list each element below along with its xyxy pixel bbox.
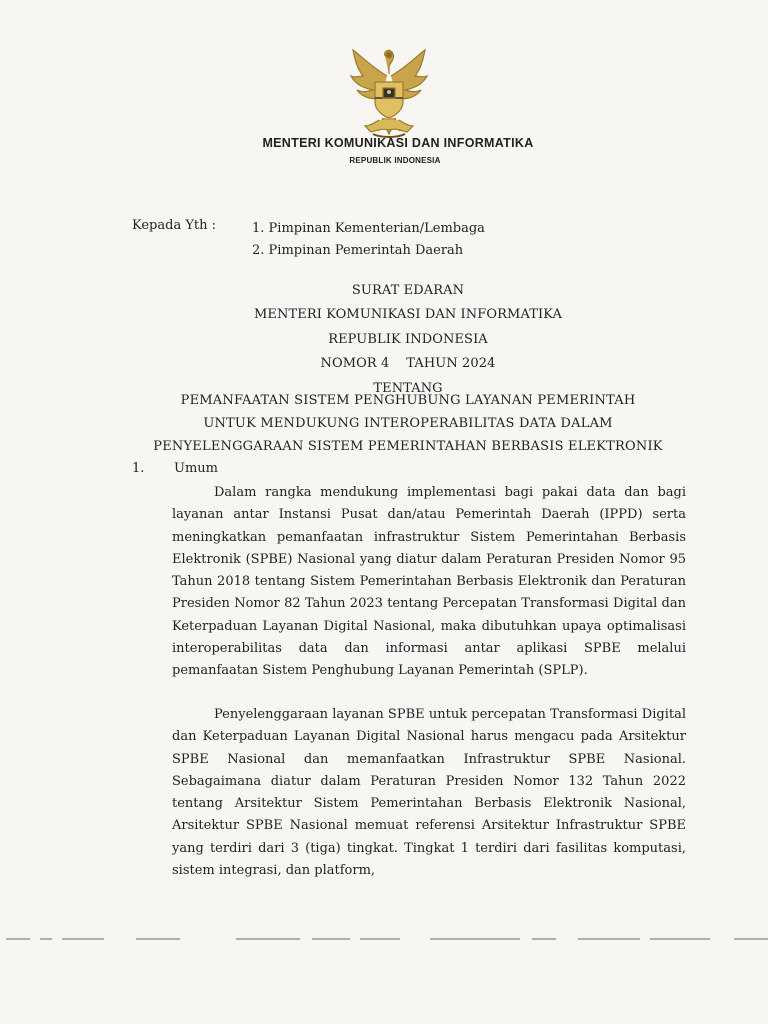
circular-number: NOMOR 4 TAHUN 2024 (320, 356, 496, 372)
paragraph-text: Penyelenggaraan layanan SPBE untuk percepatan Transformasi Digital dan Keterpaduan Layanan Digital Nasional harus mengacu pada Arsitektur SPBE Nasional dan memanfaatkan Infrastruktur SPBE Nasional. Sebagaimana diatur dalam Peraturan Presiden Nomor 132 Tahun 2022 tentang Arsitektur Sistem Pemerintahan Berbasis Elektronik Nasional, Arsitektur SPBE Nasional memuat referensi Arsitektur Infrastruktur SPBE yang terdiri dari 3 (tiga) tingkat. Tingkat 1 terdiri dari fasilitas komputasi, sistem integrasi, dan platform, (172, 707, 686, 879)
addressee-label: Kepada Yth : (132, 218, 217, 233)
body-paragraph (172, 482, 686, 683)
circular-heading (0, 279, 768, 401)
addressee-item: 2. Pimpinan Pemerintah Daerah (252, 243, 464, 258)
circular-issuer: MENTERI KOMUNIKASI DAN INFORMATIKA (254, 307, 562, 323)
country-header: REPUBLIK INDONESIA (349, 156, 441, 165)
circular-title (0, 389, 768, 458)
title-line: UNTUK MENDUKUNG INTEROPERABILITAS DATA DALAM (203, 416, 613, 431)
ministry-header: MENTERI KOMUNIKASI DAN INFORMATIKA (262, 136, 534, 150)
circular-about: TENTANG (373, 380, 443, 396)
addressee-list (252, 218, 485, 262)
page-footer-rule (0, 936, 768, 942)
paragraph-text: Dalam rangka mendukung implementasi bagi pakai data dan bagi layanan antar Instansi Pusat dan/atau Pemerintah Daerah (IPPD) serta meningkatkan pemanfaatan infrastruktur Sistem Pemerintahan Berbasis Elektronik (SPBE) Nasional yang diatur dalam Peraturan Presiden Nomor 95 Tahun 2018 tentang Sistem Pemerintahan Berbasis Elektronik dan Peraturan Presiden Nomor 82 Tahun 2023 tentang Percepatan Transformasi Digital dan Keterpaduan Layanan Digital Nasional, maka dibutuhkan upaya optimalisasi interoperabilitas data dan informasi antar aplikasi SPBE melalui pemanfaatan Sistem Penghubung Layanan Pemerintah (SPLP). (172, 485, 686, 679)
section-number: 1. (132, 461, 145, 476)
section-title: Umum (174, 461, 218, 476)
circular-country: REPUBLIK INDONESIA (328, 331, 488, 347)
circular-type: SURAT EDARAN (351, 283, 465, 298)
title-line: PEMANFAATAN SISTEM PENGHUBUNG LAYANAN PEMERINTAH (180, 393, 636, 408)
body-paragraph (172, 704, 686, 882)
addressee-item: 1. Pimpinan Kementerian/Lembaga (252, 221, 485, 236)
garuda-emblem-icon (343, 46, 435, 144)
title-line: PENYELENGGARAAN SISTEM PEMERINTAHAN BERBASIS ELEKTRONIK (153, 439, 663, 454)
